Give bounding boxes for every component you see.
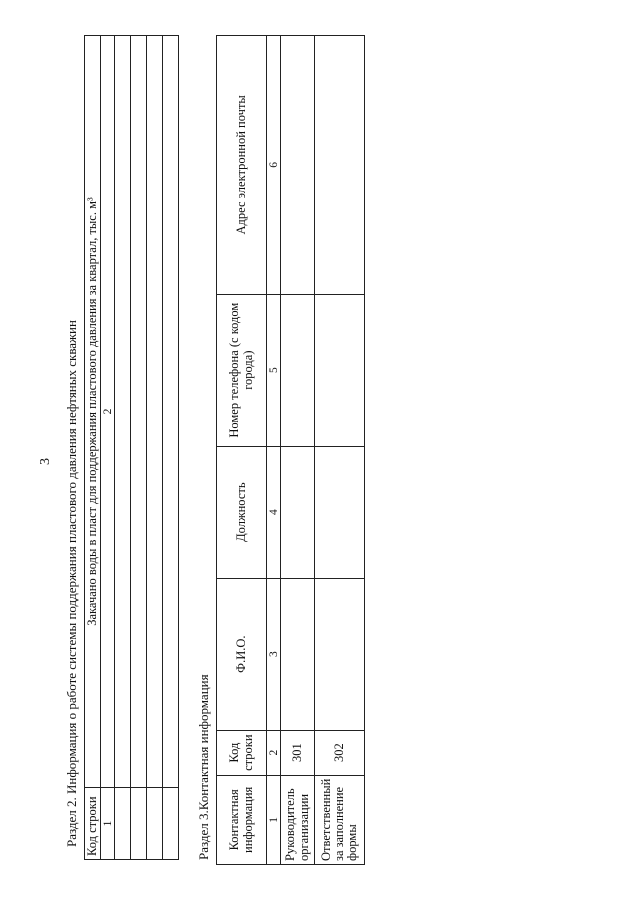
row-label-head: Руководитель организации (281, 775, 315, 864)
table-cell (315, 578, 365, 730)
table-row (147, 36, 163, 860)
table-header-row (85, 36, 101, 860)
table-row (131, 36, 147, 860)
row-code: 302 (315, 730, 365, 775)
table-cell (163, 36, 179, 788)
header-position: Должность (217, 446, 267, 578)
table-cell (281, 446, 315, 578)
header-row-code: Код строки (85, 788, 101, 860)
index-cell: 4 (267, 446, 281, 578)
table-cell (115, 36, 131, 788)
index-cell: 1 (267, 775, 281, 864)
table-cell (281, 294, 315, 446)
header-water-injected: Закачано воды в пласт для поддержания пластового давления за квартал, тыс. м³ (85, 36, 101, 788)
header-phone: Номер телефона (с кодом города) (217, 294, 267, 446)
table-row (315, 36, 365, 865)
index-cell: 5 (267, 294, 281, 446)
table-row (281, 36, 315, 865)
section-3-table (216, 35, 365, 865)
table-cell (281, 578, 315, 730)
table-cell (281, 36, 315, 295)
table-cell (131, 36, 147, 788)
header-full-name: Ф.И.О. (217, 578, 267, 730)
row-code: 301 (281, 730, 315, 775)
index-cell: 2 (267, 730, 281, 775)
index-cell: 6 (267, 36, 281, 295)
index-cell: 2 (101, 36, 115, 788)
row-label-responsible: Ответственный за заполнение формы (315, 775, 365, 864)
table-index-row (101, 36, 115, 860)
table-row (163, 36, 179, 860)
table-cell (147, 36, 163, 788)
table-cell (147, 788, 163, 860)
table-cell (115, 788, 131, 860)
table-header-row (217, 36, 267, 865)
section-2-title: Раздел 2. Информация о работе системы поддержания пластового давления нефтяных скважин (64, 320, 79, 847)
section-2-table (84, 35, 179, 860)
index-cell: 3 (267, 578, 281, 730)
header-contact-info: Контактная информация (217, 775, 267, 864)
table-index-row (267, 36, 281, 865)
table-cell (315, 446, 365, 578)
header-row-code: Код строки (217, 730, 267, 775)
table-cell (163, 788, 179, 860)
index-cell: 1 (101, 788, 115, 860)
table-cell (315, 36, 365, 295)
section-3-title: Раздел 3.Контактная информация (196, 674, 211, 860)
page-number: 3 (38, 458, 53, 465)
header-email: Адрес электронной почты (217, 36, 267, 295)
table-cell (315, 294, 365, 446)
table-row (115, 36, 131, 860)
table-cell (131, 788, 147, 860)
